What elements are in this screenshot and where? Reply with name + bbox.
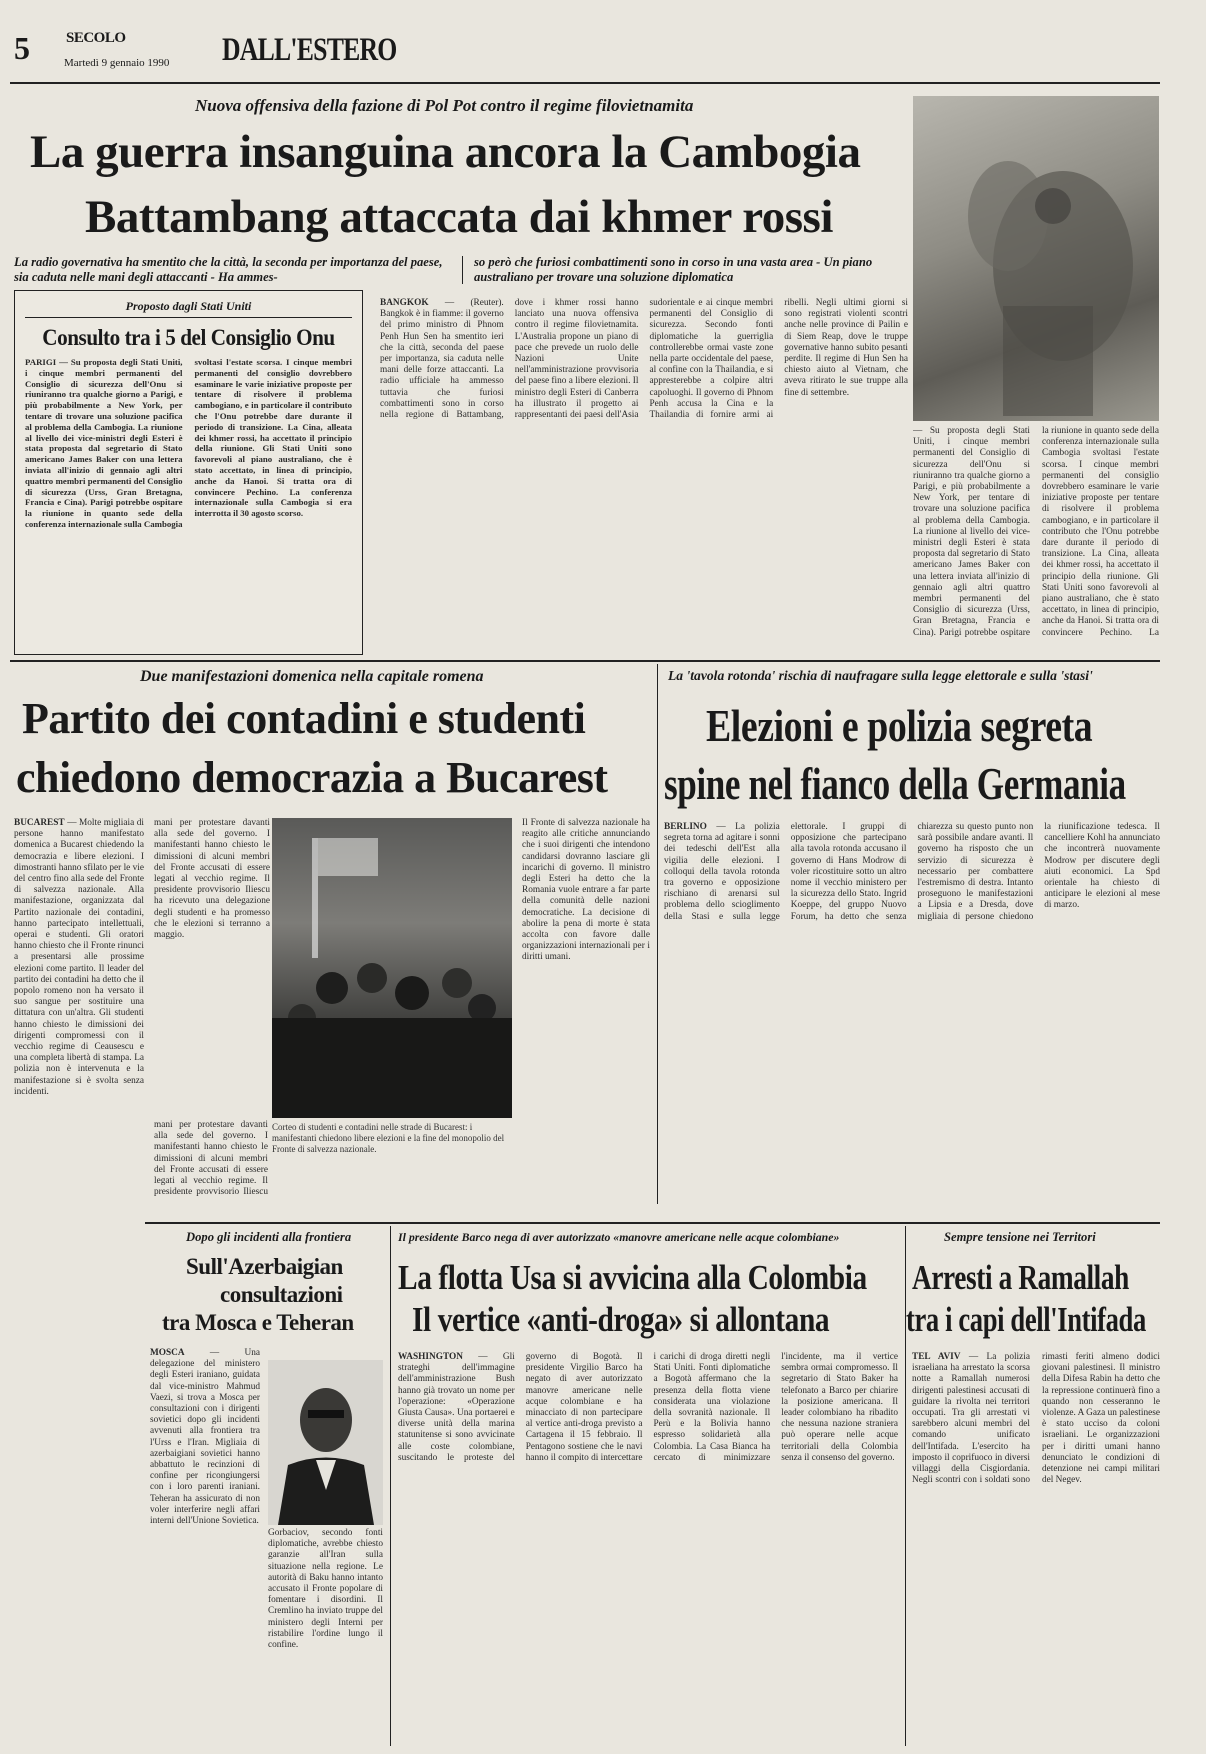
azerbaigian-dateline: MOSCA bbox=[150, 1348, 185, 1358]
cambodia-photo bbox=[913, 96, 1159, 421]
man-portrait-illustration bbox=[268, 1360, 383, 1525]
colombia-body: — Gli strateghi dell'immagine dell'amministrazione Bush hanno già trovato un nome per l'operazione: «Operazione Giusta Causa». Una portaerei e diverse unità della marina statunitense si sono avvicinate alle coste colombiane, suscitando le proteste del governo di Bogotà. Il presidente Virgilio Barco ha negato di aver autorizzato manovre americane nelle acque colombiane e ha minacciato di non partecipare al vertice anti-droga previsto a Cartagena il 15 febbraio. Il Pentagono sostiene che le navi hanno il compito di intercettare i carichi di droga diretti negli Stati Uniti. Fonti diplomatiche a Bogotà affermano che la presenza della flotta viene considerata una violazione della sovranità nazionale. Il Perù e la Bolivia hanno espresso solidarietà alla Colombia. La Casa Bianca ha cercato di minimizzare l'incidente, ma il vertice sembra ormai compromesso. Il segretario di Stato Baker ha telefonato a Barco per chiarire la posizione americana. Il leader colombiano ha ribadito che nessuna nazione straniera può operare nelle acque territoriali della Colombia senza il consenso del governo. bbox=[398, 1352, 898, 1463]
cambodia-body-right bbox=[913, 426, 1159, 648]
soldiers-illustration bbox=[913, 96, 1159, 421]
azerbaigian-headline-3: tra Mosca e Teheran bbox=[162, 1310, 354, 1335]
ramallah-dateline: TEL AVIV bbox=[912, 1352, 961, 1362]
bucarest-body-lower bbox=[154, 1120, 268, 1200]
bucarest-headline-2: chiedono democrazia a Bucarest bbox=[16, 753, 608, 802]
bucarest-body-left: — Molte migliaia di persone hanno manifestato domenica a Bucarest chiedendo la democrazia e libere elezioni. I dimostranti hanno sfilato per le vie del centro fino alla sede del Fronte di salvezza nazionale. Alla manifestazione, organizzata dal Partito nazionale dei contadini, hanno partecipato intellettuali, operai e studenti. Gli oratori hanno chiesto che il Fronte rinunci a presentarsi alle prossime elezioni come partito. Il leader del partito dei contadini ha detto che il popolo romeno non ha versato il suo sangue per sostituire una dittatura con un'altra. Gli studenti hanno chiesto le dimissioni dei dirigenti compromessi con il vecchio regime di Ceausescu e una completa libertà di stampa. La polizia non è intervenuta e la manifestazione si è svolta senza incidenti. bbox=[14, 818, 144, 1097]
consulto-kicker-rule bbox=[25, 317, 352, 318]
consulto-body-text bbox=[25, 357, 352, 627]
bucarest-body-right: Il Fronte di salvezza nazionale ha reagito alle critiche annunciando che i suoi dirigenti che intendono candidarsi dovranno lasciare gli incarichi di governo. Il ministro degli Esteri ha detto che la Romania vuole entrare a far parte della comunità delle nazioni democratiche. La decisione di abolire la pena di morte è stata accolta con favore dalle organizzazioni internazionali per i diritti umani. bbox=[522, 818, 650, 963]
ramallah-headline-2: tra i capi dell'Intifada bbox=[906, 1300, 1146, 1339]
bucarest-body-left-text bbox=[14, 818, 144, 1388]
bucarest-headline-1: Partito dei contadini e studenti bbox=[22, 694, 586, 743]
consulto-kicker: Proposto dagli Stati Uniti bbox=[125, 299, 252, 313]
colombia-kicker: Il presidente Barco nega di aver autorizzato «manovre americane nelle acque colombiane» bbox=[398, 1230, 840, 1244]
section-title: DALL'ESTERO bbox=[222, 32, 397, 68]
crowd-illustration bbox=[272, 818, 512, 1118]
column-divider-azerbaigian bbox=[390, 1226, 391, 1746]
cambodia-body: — (Reuter). Bangkok è in fiamme: il governo del primo ministro di Phnom Penh Hun Sen ha smentito ieri che la città, seconda del paese per importanza, sia caduta nelle mani delle forze attaccanti. La radio ufficiale ha ammesso tuttavia che furiosi combattimenti sono in corso nella regione di Battambang, dove i khmer rossi hanno lanciato una nuova offensiva contro il regime filovietnamita. L'Australia propone un piano di pace che prevede un ruolo delle Nazioni Unite nell'amministrazione provvisoria del paese fino a libere elezioni. Il ministro degli Esteri di Canberra ha illustrato il progetto ai rappresentanti dei paesi dell'Asia sudorientale e ai cinque membri permanenti del Consiglio di sicurezza. Secondo fonti diplomatiche la guerriglia controllerebbe ormai vaste zone nella parte occidentale del paese, al confine con la Thailandia, e si appresterebbe a colpire altri capoluoghi. Il governo di Phnom Penh accusa la Cina e la Thailandia di fornire armi ai ribelli. Negli ultimi giorni si sono registrati violenti scontri anche nelle province di Pailin e di Siem Reap, dove le truppe governative hanno subito pesanti perdite. Il regime di Hun Sen ha chiesto aiuto al Vietnam, che aveva ritirato le sue truppe alla fine di settembre. bbox=[380, 298, 908, 421]
ramallah-headline-1: Arresti a Ramallah bbox=[912, 1258, 1129, 1297]
ramallah-kicker: Sempre tensione nei Territori bbox=[944, 1230, 1096, 1244]
bucarest-photo-caption: Corteo di studenti e contadini nelle strade di Bucarest: i manifestanti chiedono libere elezioni e la fine del monopolio del Fronte di salvezza nazionale. bbox=[272, 1122, 505, 1154]
bucarest-body-lower-text: mani per protestare davanti alla sede del governo. I manifestanti hanno chiesto le dimissioni di alcuni membri del Fronte accusati di essere legati al vecchio regime. Il presidente provvisorio Iliescu bbox=[154, 1120, 268, 1198]
bucarest-body-mid: mani per protestare davanti alla sede del governo. I manifestanti hanno chiesto le dimissioni di alcuni membri del Fronte accusati di essere legati al vecchio regime. Il presidente provvisorio Iliescu ha ricevuto una delegazione degli studenti e ha promesso che le elezioni si terranno a maggio. bbox=[154, 818, 270, 941]
cambodia-subhead-right: so però che furiosi combattimenti sono in corso in una vasta area - Un piano australiano per trovare una soluzione diplomatica bbox=[474, 255, 873, 284]
cambodia-headline-1: La guerra insanguina ancora la Cambogia bbox=[30, 126, 861, 178]
azerbaigian-headline-1: Sull'Azerbaigian bbox=[186, 1254, 343, 1279]
germania-body: — La polizia segreta torna ad agitare i sonni dei tedeschi dell'Est alla vigilia delle elezioni. I colloqui della tavola rotonda tra governo e opposizione rischiano di arenarsi sul problema dello scioglimento della Stasi e sulla legge elettorale. I gruppi di opposizione che partecipano alla tavola rotonda accusano il governo di Hans Modrow di voler ricostituire sotto un altro nome il vecchio ministero per la sicurezza dello Stato. Ingrid Koeppe, del gruppo Nuovo Forum, ha detto che senza chiarezza su questo punto non sarà possibile andare avanti. Il governo ha risposto che un servizio di sicurezza è necessario per combattere l'estremismo di destra. Intanto proseguono le manifestazioni a Lipsia e a Dresda, dove migliaia di persone chiedono la riunificazione tedesca. Il cancelliere Kohl ha annunciato che incontrerà nuovamente Modrow per discutere degli aiuti economici. La Spd orientale ha chiesto di anticipare le elezioni al mese di marzo. bbox=[664, 822, 1160, 922]
colombia-dateline: WASHINGTON bbox=[398, 1352, 463, 1362]
ramallah-body-text bbox=[912, 1352, 1160, 1744]
azerbaigian-body-2: Gorbaciov, secondo fonti diplomatiche, avrebbe chiesto garanzie all'Iran sulla situazione nella regione. Le autorità di Baku hanno intanto accusato il Fronte popolare di fomentare i disordini. Il Cremlino ha inviato truppe del ministero degli Interni per ristabilire l'ordine lungo il confine. bbox=[268, 1528, 383, 1651]
ramallah-body: — La polizia israeliana ha arrestato la scorsa notte a Ramallah numerosi dirigenti palestinesi accusati di guidare la rivolta nei territori occupati. Tra gli arrestati vi sarebbero alcuni membri del comando unificato dell'Intifada. L'esercito ha imposto il coprifuoco in diversi villaggi della Cisgiordania. Negli scontri con i soldati sono rimasti feriti almeno dodici giovani palestinesi. Il ministro della Difesa Rabin ha detto che la repressione continuerà fino a quando non cesseranno le violenze. A Gaza un palestinese è stato ucciso da coloni israeliani. Le organizzazioni per i diritti umani hanno denunciato le condizioni di detenzione nei campi militari del Negev. bbox=[912, 1352, 1160, 1486]
section-rule-2 bbox=[145, 1222, 1160, 1224]
azerbaigian-headline-2: consultazioni bbox=[220, 1282, 343, 1307]
cambodia-subhead-left: La radio governativa ha smentito che la città, la seconda per importanza del paese, sia caduta nelle mani degli attaccanti - Ha ammes- bbox=[14, 255, 443, 284]
azerbaigian-body-text bbox=[150, 1348, 260, 1743]
column-divider-bucarest bbox=[657, 664, 658, 1204]
portrait-photo bbox=[268, 1360, 383, 1525]
bucarest-dateline: BUCAREST bbox=[14, 818, 65, 828]
germania-body-text bbox=[664, 822, 1160, 1205]
germania-kicker: La 'tavola rotonda' rischia di naufragare sulla legge elettorale e sulla 'stasi' bbox=[668, 668, 1093, 683]
bucarest-kicker: Due manifestazioni domenica nella capitale romena bbox=[140, 668, 484, 685]
cambodia-kicker: Nuova offensiva della fazione di Pol Pot contro il regime filovietnamita bbox=[195, 96, 694, 115]
issue-date: Martedì 9 gennaio 1990 bbox=[64, 57, 170, 69]
cambodia-headline-2: Battambang attaccata dai khmer rossi bbox=[85, 191, 833, 243]
germania-headline-1: Elezioni e polizia segreta bbox=[706, 701, 1093, 751]
colombia-headline-2: Il vertice «anti-droga» si allontana bbox=[412, 1300, 830, 1339]
cambodia-body-text bbox=[380, 298, 908, 648]
header-rule bbox=[10, 82, 1160, 84]
germania-dateline: BERLINO bbox=[664, 822, 707, 832]
page-number: 5 bbox=[14, 30, 30, 66]
consulto-body: — Su proposta degli Stati Uniti, i cinque membri permanenti del Consiglio di sicurezza dell'Onu si riuniranno tra qualche giorno a Parigi, e più probabilmente a New York, per tentare di trovare una soluzione pacifica al problema della Cambogia. La riunione al livello dei vice-ministri degli Esteri è stata proposta dal segretario di Stato americano James Baker con una lettera inviata all'inizio di gennaio agli altri quattro membri permanenti del Consiglio di sicurezza (Urss, Gran Bretagna, Francia e Cina). Parigi potrebbe ospitare la riunione in quanto sede della conferenza internazionale sulla Cambogia svoltasi l'estate scorsa. I cinque membri permanenti del consiglio dovrebbero esaminare le varie iniziative proposte per tentare di risolvere il problema cambogiano, e in particolare il contributo che l'Onu potrebbe dare durante il periodo di transizione. La Cina, alleata dei khmer rossi, ha accettato il principio della riunione. Gli Stati Uniti sono favorevoli al piano australiano, che è stato accettato, in linea di principio, anche da Hanoi. Si tratta ora di convincere Pechino. La conferenza internazionale sulla Cambogia si era interrotta il 30 agosto scorso. bbox=[25, 357, 352, 529]
colombia-headline-1: La flotta Usa si avvicina alla Colombia bbox=[398, 1258, 867, 1297]
consulto-box bbox=[14, 290, 363, 655]
bucarest-photo bbox=[272, 818, 512, 1118]
colombia-body-text bbox=[398, 1352, 898, 1744]
masthead: SECOLO bbox=[66, 30, 126, 46]
cambodia-dateline: BANGKOK bbox=[380, 298, 429, 308]
azerbaigian-body: — Una delegazione del ministero degli Esteri iraniano, guidata dal vice-ministro Mahmud Vaezi, si trova a Mosca per consultazioni con i dirigenti sovietici dopo gli incidenti avvenuti alla frontiera tra l'Urss e l'Iran. Migliaia di azerbaigiani sovietici hanno abbattuto le recinzioni di confine per ricongiungersi con i loro parenti iraniani. Teheran ha assicurato di non voler interferire negli affari interni dell'Unione Sovietica. bbox=[150, 1348, 260, 1527]
subhead-divider bbox=[462, 256, 463, 284]
cambodia-body-continued: — Su proposta degli Stati Uniti, i cinque membri permanenti del Consiglio di sicurezza dell'Onu si riuniranno tra qualche giorno a Parigi, e più probabilmente a New York, per tentare di trovare una soluzione pacifica al problema della Cambogia. La riunione al livello dei vice-ministri degli Esteri è stata proposta dal segretario di Stato americano James Baker con una lettera inviata all'inizio di gennaio agli altri quattro membri permanenti del Consiglio di sicurezza (Urss, Gran Bretagna, Francia e Cina). Parigi potrebbe ospitare la riunione in quanto sede della conferenza internazionale sulla Cambogia svoltasi l'estate scorsa. I cinque membri permanenti del consiglio dovrebbero esaminare le varie iniziative proposte per tentare di risolvere il problema cambogiano, e in particolare il contributo che l'Onu potrebbe dare durante il periodo di transizione. La Cina, alleata dei khmer rossi, ha accettato il principio della riunione. Gli Stati Uniti sono favorevoli al piano australiano, che è stato accettato, in linea di principio, anche da Hanoi. Si tratta ora di convincere Pechino. La bbox=[913, 426, 1159, 638]
consulto-headline: Consulto tra i 5 del Consiglio Onu bbox=[42, 325, 335, 350]
azerbaigian-kicker: Dopo gli incidenti alla frontiera bbox=[186, 1230, 352, 1244]
section-rule-1 bbox=[10, 660, 1160, 662]
consulto-dateline: PARIGI bbox=[25, 357, 57, 367]
germania-headline-2: spine nel fianco della Germania bbox=[664, 759, 1126, 809]
